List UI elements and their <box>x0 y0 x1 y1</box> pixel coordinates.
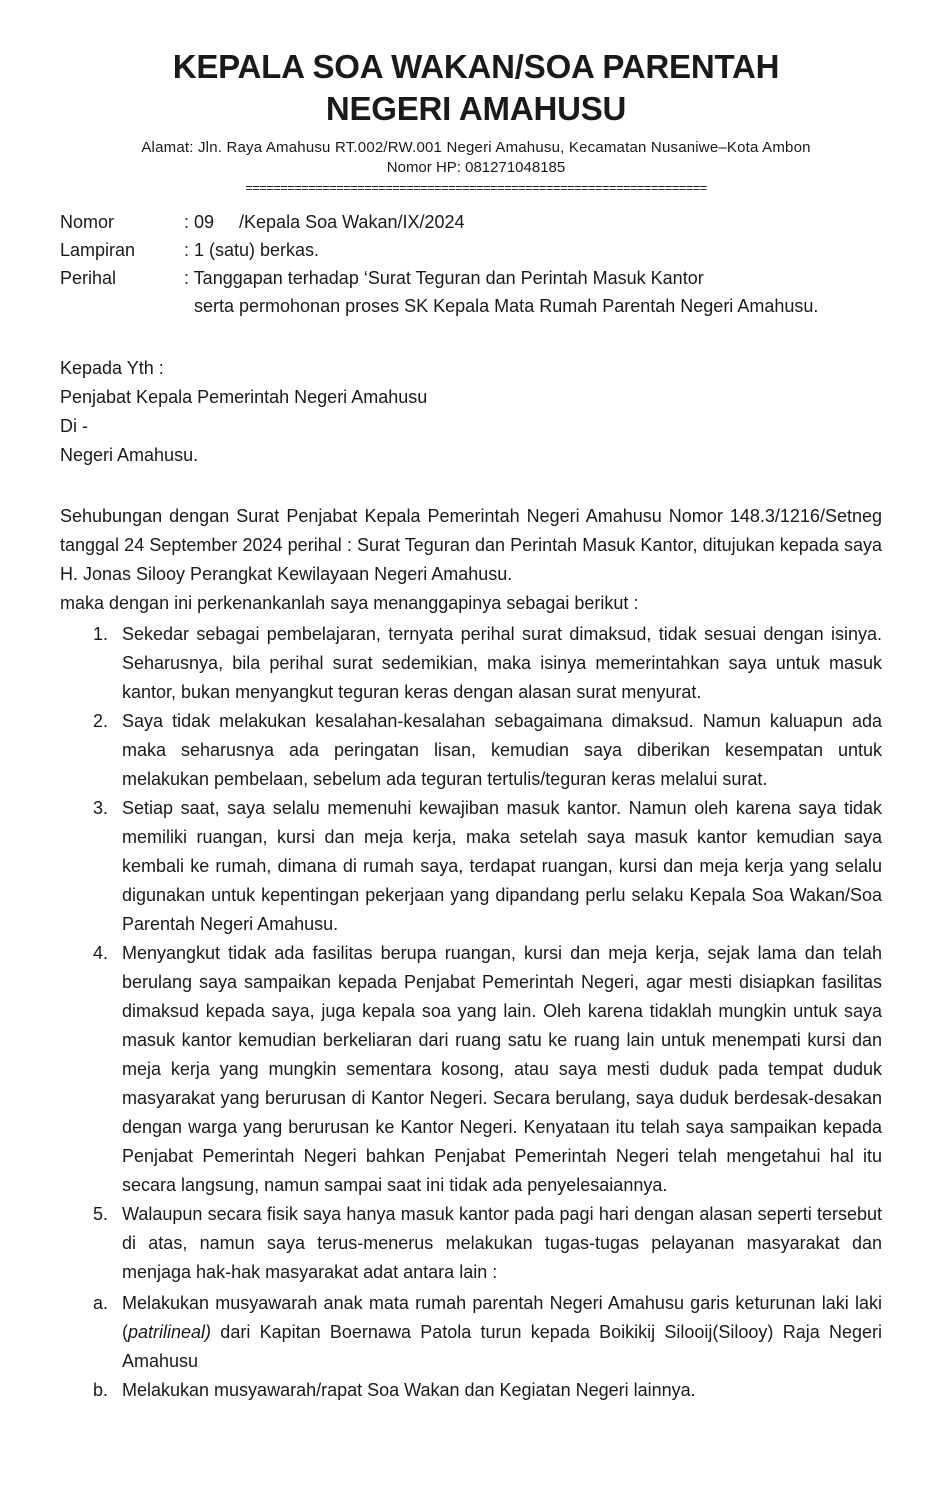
list-item <box>60 794 882 939</box>
letter-body <box>60 502 882 1405</box>
meta-label-lampiran: Lampiran <box>60 240 136 260</box>
meta-value-perihal-line1: : Tanggapan terhadap ‘Surat Teguran dan Perintah Masuk Kantor <box>184 268 704 288</box>
letterhead-address: Alamat: Jln. Raya Amahusu RT.002/RW.001 Negeri Amahusu, Kecamatan Nusaniwe–Kota Ambon <box>141 139 811 156</box>
list-item-number: 1. <box>92 624 108 644</box>
intro-lead-in: maka dengan ini perkenankanlah saya menanggapinya sebagai berikut : <box>60 593 639 613</box>
letterhead <box>0 0 952 196</box>
meta-label-nomor: Nomor <box>60 212 115 232</box>
list-item-text: Setiap saat, saya selalu memenuhi kewajiban masuk kantor. Namun oleh karena saya tidak memiliki ruangan, kursi dan meja kerja, maka setelah saya masuk kantor kemudian saya kembali ke rumah, dimana di rumah saya, terdapat ruangan, kursi dan meja kerja yang selalu digunakan untuk kepentingan pekerjaan yang dipandang perlu selaku Kepala Soa Wakan/Soa Parentah Negeri Amahusu. <box>122 798 882 934</box>
list-item <box>60 1200 882 1287</box>
subpoints-list <box>60 1289 882 1405</box>
addressee-line4: Negeri Amahusu. <box>60 445 199 465</box>
list-item-number: 3. <box>92 798 108 818</box>
sub-list-item-a <box>60 1289 882 1376</box>
letter-meta <box>60 208 952 320</box>
list-item-number: 2. <box>92 711 108 731</box>
list-item-number: 5. <box>92 1204 108 1224</box>
meta-value-perihal-line2: serta permohonan proses SK Kepala Mata Rumah Parentah Negeri Amahusu. <box>194 296 819 316</box>
sub-a-text-italic: patrilineal) <box>128 1322 212 1342</box>
meta-value-lampiran: : 1 (satu) berkas. <box>184 240 320 260</box>
letterhead-phone: Nomor HP: 081271048185 <box>386 159 566 176</box>
sub-a-text-before: Melakukan musyawarah anak mata rumah parentah Negeri Amahusu garis keturunan laki laki ( <box>122 1293 882 1342</box>
points-list <box>60 620 882 1287</box>
sub-a-text-after: dari Kapitan Boernawa Patola turun kepada Boikikij Silooij(Silooy) Raja Negeri Amahusu <box>122 1322 882 1371</box>
sub-list-item-text <box>122 1289 882 1376</box>
meta-row-perihal <box>60 264 952 320</box>
meta-label-perihal: Perihal <box>60 268 117 288</box>
list-item-number: 4. <box>92 943 108 963</box>
sub-list-item-letter: a. <box>92 1293 108 1313</box>
intro-paragraph: Sehubungan dengan Surat Penjabat Kepala Pemerintah Negeri Amahusu Nomor 148.3/1216/Setneg tanggal 24 September 2024 perihal : Surat Teguran dan Perintah Masuk Kantor, ditujukan kepada saya H. Jonas Silooy Perangkat Kewilayaan Negeri Amahusu. <box>60 506 882 584</box>
sub-list-item-letter: b. <box>92 1380 108 1400</box>
meta-value-nomor: : 09 /Kepala Soa Wakan/IX/2024 <box>184 212 465 232</box>
letterhead-title-line1: KEPALA SOA WAKAN/SOA PARENTAH <box>172 48 780 85</box>
meta-value-perihal <box>184 264 952 320</box>
list-item <box>60 707 882 794</box>
list-item-text: Menyangkut tidak ada fasilitas berupa ruangan, kursi dan meja kerja, sejak lama dan telah berulang saya sampaikan kepada Penjabat Pemerintah Negeri, agar mesti disiapkan fasilitas dimaksud kepada saya, juga kepala soa yang lain. Oleh karena tidaklah mungkin untuk saya masuk kantor kemudian berkeliaran dari ruang satu ke ruang lain untuk menempati kursi dan meja kerja yang mungkin sementara kosong, atau saya mesti duduk pada tempat duduk masyarakat yang berurusan di Kantor Negeri. Secara berulang, saya duduk berdesak-desakan dengan warga yang berurusan ke Kantor Negeri. Kenyataan itu telah saya sampaikan kepada Penjabat Pemerintah Negeri bahkan Penjabat Pemerintah Negeri telah mengetahui hal itu secara langsung, namun sampai saat ini tidak ada penyelesaiannya. <box>122 943 882 1195</box>
meta-row-lampiran <box>60 236 952 264</box>
list-item-text: Walaupun secara fisik saya hanya masuk kantor pada pagi hari dengan alasan seperti tersebut di atas, namun saya terus-menerus melakukan tugas-tugas pelayanan masyarakat dan menjaga hak-hak masyarakat adat antara lain : <box>122 1204 882 1282</box>
list-item <box>60 939 882 1200</box>
sub-list-item-b <box>60 1376 882 1405</box>
sub-list-item-text: Melakukan musyawarah/rapat Soa Wakan dan Kegiatan Negeri lainnya. <box>122 1380 696 1400</box>
list-item-text: Saya tidak melakukan kesalahan-kesalahan sebagaimana dimaksud. Namun kaluapun ada maka seharusnya ada peringatan lisan, kemudian saya diberikan kesempatan untuk melakukan pembelaan, sebelum ada teguran tertulis/teguran keras melalui surat. <box>122 711 882 789</box>
meta-row-nomor <box>60 208 952 236</box>
letterhead-divider: ================================================================== <box>245 180 707 195</box>
addressee-line3: Di - <box>60 416 88 436</box>
list-item-text: Sekedar sebagai pembelajaran, ternyata perihal surat dimaksud, tidak sesuai dengan isinya. Seharusnya, bila perihal surat sedemikian, maka isinya memerintahkan saya untuk masuk kantor, bukan menyangkut teguran keras dengan alasan surat menyurat. <box>122 624 882 702</box>
letterhead-title-line2: NEGERI AMAHUSU <box>325 90 627 127</box>
addressee-line2: Penjabat Kepala Pemerintah Negeri Amahusu <box>60 387 428 407</box>
list-item <box>60 620 882 707</box>
addressee-block <box>60 354 952 470</box>
addressee-line1: Kepada Yth : <box>60 358 164 378</box>
